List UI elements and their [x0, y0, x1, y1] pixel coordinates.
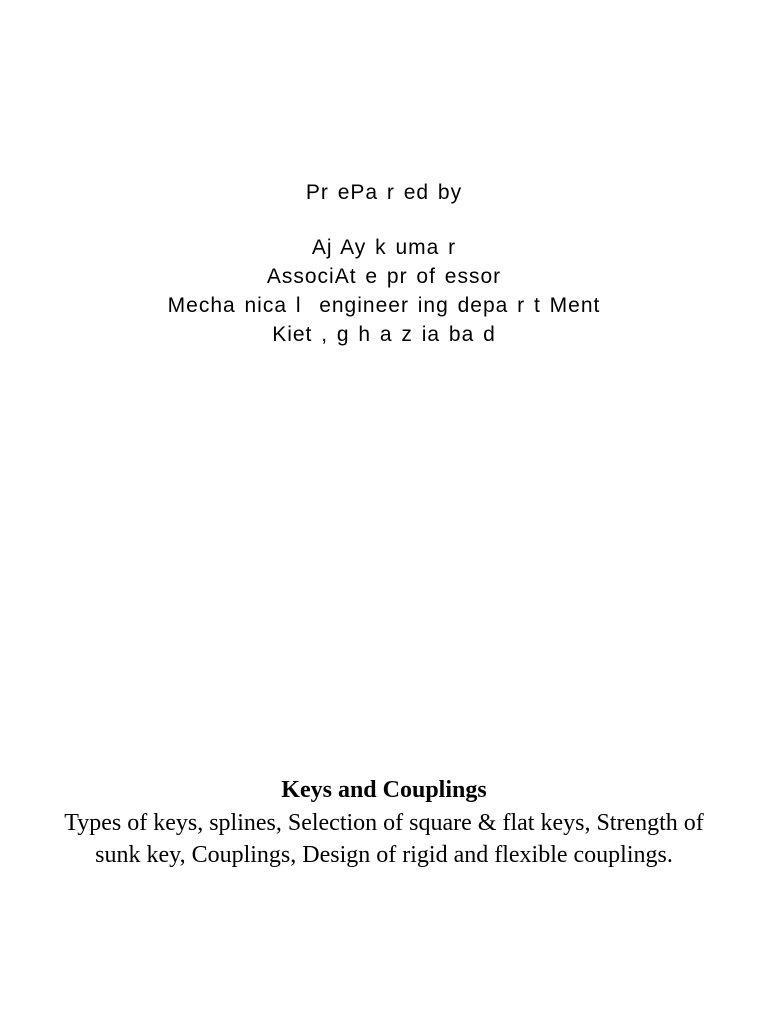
topic-description: Types of keys, splines, Selection of square & flat keys, Strength of sunk key, Couplings, Design of rigid and flexible couplings. [64, 810, 704, 868]
author-name: Aj Ay k uma r [311, 236, 457, 259]
author-department: Mecha nica l engineer ing depa r t Ment [167, 294, 601, 317]
author-designation: AssociAt e pr of essor [266, 265, 502, 288]
author-block [0, 178, 768, 349]
author-institute: Kiet , g h a z ia ba d [272, 323, 496, 346]
topic-block [40, 774, 728, 871]
prepared-by-label: Pr ePa r ed by [305, 181, 463, 204]
spacer [0, 207, 768, 233]
topic-title: Keys and Couplings [281, 777, 487, 803]
